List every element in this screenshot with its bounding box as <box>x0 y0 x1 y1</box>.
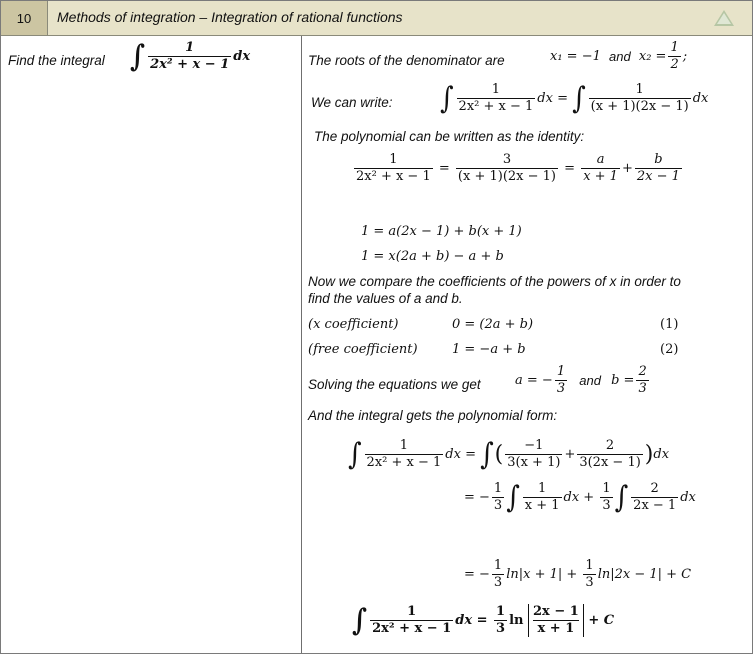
solving-text: Solving the equations we get <box>308 377 481 392</box>
header-bar <box>1 1 752 36</box>
question-prompt: Find the integral <box>8 53 105 68</box>
polynomial-equation-1: ∫ $\frac{1}{\text{2x² + x − 1}}$ dx = ∫( $\frac{-1}{3(x + 1)}$ + $\frac{2}{3(2x - 1)}$ )dx <box>348 437 670 472</box>
coefficient-2-equation: 1 = −a + b <box>452 342 526 357</box>
write-text: We can write: <box>311 95 393 110</box>
polynomial-equation-2: = − $\frac{1}{3}$ ∫ $\frac{1}{x + 1}$ dx + $\frac{1}{3}$ ∫ $\frac{2}{2x - 1}$ dx <box>464 480 696 515</box>
question-integral: ∫ $\frac{1}{\text{2x² + x − 1}}$ dx <box>130 39 251 74</box>
coefficient-2-label: (free coefficient) <box>308 342 418 357</box>
triangle-up-icon[interactable] <box>714 10 734 26</box>
equation-number-2: (2) <box>660 342 679 357</box>
compare-text-line-2: find the values of a and b. <box>308 291 463 306</box>
identity-equation: $\frac{1}{\text{2x² + x − 1}}$ = $\frac{3}{(x + 1)(2x - 1)}$ = $\frac{a}{x + 1}$ + $\frac{b}{2x - 1}$ <box>356 152 680 184</box>
compare-text-line-1: Now we compare the coefficients of the powers of x in order to <box>308 274 681 289</box>
equation-line-2: 1 = x(2a + b) − a + b <box>361 249 504 264</box>
identity-text: The polynomial can be written as the identity: <box>314 129 585 144</box>
exercise-number: 10 <box>1 1 48 35</box>
equation-line-1: 1 = a(2x − 1) + b(x + 1) <box>361 224 522 239</box>
polynomial-equation-3: = − $\frac{1}{3}$ ln|x + 1| + $\frac{1}{3}$ ln|2x − 1| + C <box>464 558 692 590</box>
polynomial-form-text: And the integral gets the polynomial form: <box>308 408 558 423</box>
coefficient-1-equation: 0 = (2a + b) <box>452 317 534 332</box>
exercise-title: Methods of integration – Integration of rational functions <box>57 9 403 25</box>
roots-text: The roots of the denominator are <box>308 53 505 68</box>
coefficient-1-label: (x coefficient) <box>308 317 399 332</box>
solving-equation: a = − $\frac{1}{3}$ and b = $\frac{2}{3}$ <box>515 364 647 396</box>
column-divider <box>301 36 302 653</box>
final-result-equation: ∫ $\frac{1}{\text{2x² + x − 1}}$ dx = $\frac{1}{3}$ ln $\frac{2x - 1}{x + 1}$ + C <box>352 603 615 638</box>
equation-number-1: (1) <box>660 317 679 332</box>
write-equation: ∫ $\frac{1}{\text{2x² + x − 1}}$ dx = ∫ $\frac{1}{(x + 1)(2x - 1)}$ dx <box>440 81 709 116</box>
roots-equation: x₁ = −1 and x₂ = $\frac{1}{2}$ ; <box>550 40 688 72</box>
